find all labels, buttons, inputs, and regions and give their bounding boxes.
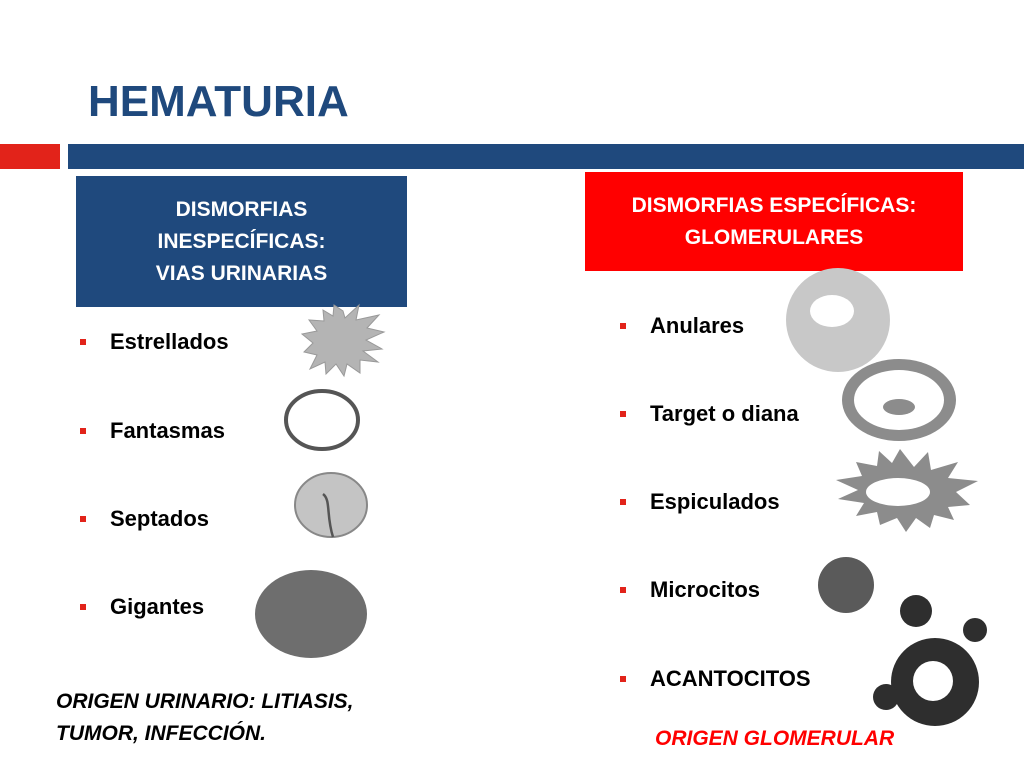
list-item-espiculados [620,486,780,518]
list-item-microcitos [620,574,760,606]
bullet-icon [620,499,626,505]
bullet-icon [620,587,626,593]
list-item-label: Gigantes [110,594,205,619]
list-item-estrellados [80,326,229,358]
list-item-label: Fantasmas [110,418,225,443]
list-item-septados [80,503,209,535]
list-item-label: ACANTOCITOS [650,666,811,691]
specific-dysmorphia-header [585,172,963,271]
bullet-icon [80,339,86,345]
bullet-icon [620,676,626,682]
accent-bar-red [0,144,60,169]
bullet-icon [80,516,86,522]
footnote-glomerular-origin: ORIGEN GLOMERULAR [655,727,895,750]
list-item-label: Anulares [650,313,745,338]
accent-bar-blue [68,144,1024,169]
star-cell-icon [302,305,384,376]
microcyte-icon [818,557,874,613]
giant-cell-icon [255,570,367,658]
list-item-label: Espiculados [650,489,780,514]
nonspecific-dysmorphia-header [76,176,407,307]
list-item-label: Estrellados [110,329,229,354]
list-item-label: Septados [110,506,210,531]
list-item-fantasmas [80,415,225,447]
target-cell-icon [842,359,956,441]
list-item-acantocitos [620,663,811,695]
slide-title: HEMATURIA [88,77,349,126]
bullet-icon [80,428,86,434]
list-item-target [620,398,799,430]
bullet-icon [620,411,626,417]
ghost-cell-icon [286,391,358,449]
footnote-left-line-1: ORIGEN URINARIO: LITIASIS, [56,690,354,713]
list-item-gigantes [80,591,204,623]
annular-cell-icon [786,268,890,372]
header-right-line-2: GLOMERULARES [684,225,864,249]
spiculated-cell-icon [836,449,978,532]
acanthocyte-icon [873,595,987,726]
list-item-anulares [620,310,744,342]
header-right-line-1: DISMORFIAS ESPECÍFICAS: [631,193,917,217]
header-left-line-3: VIAS URINARIAS [155,261,328,285]
footnote-left-line-2: TUMOR, INFECCIÓN. [56,722,266,745]
list-item-label: Target o diana [650,401,799,426]
bullet-icon [80,604,86,610]
bullet-icon [620,323,626,329]
footnote-urinary-origin [56,686,354,750]
header-left-line-1: DISMORFIAS [175,197,308,221]
septate-cell-icon [295,473,367,537]
header-left-line-2: INESPECÍFICAS: [157,229,326,253]
list-item-label: Microcitos [650,577,761,602]
